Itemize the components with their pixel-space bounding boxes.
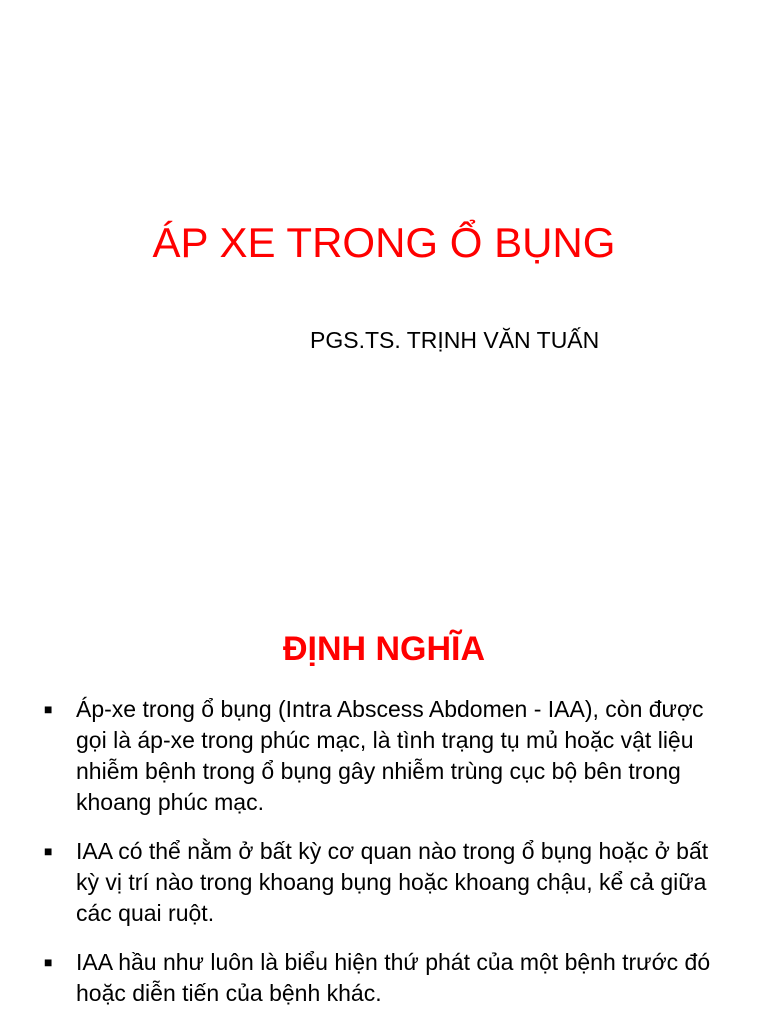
section-heading: ĐỊNH NGHĨA (282, 630, 486, 668)
bullet-text: IAA có thể nằm ở bất kỳ cơ quan nào trong ổ bụng hoặc ở bất kỳ vị trí nào trong khoang bụng hoặc khoang chậu, kể cả giữa các quai ruột. (76, 838, 709, 926)
bullet-square-icon: ■ (44, 843, 53, 859)
bullet-square-icon: ■ (44, 701, 53, 717)
definition-bullet-list (0, 694, 768, 1027)
bullet-text: IAA hầu như luôn là biểu hiện thứ phát của một bệnh trước đó hoặc diễn tiến của bệnh khác. (76, 949, 711, 1006)
slide-title: ÁP XE TRONG Ổ BỤNG (152, 219, 616, 266)
bullet-square-icon: ■ (44, 954, 53, 970)
bullet-item (0, 947, 768, 1009)
author-name: PGS.TS. TRỊNH VĂN TUẤN (310, 327, 600, 353)
bullet-text: Áp-xe trong ổ bụng (Intra Abscess Abdomen - IAA), còn được gọi là áp-xe trong phúc mạc, là tình trạng tụ mủ hoặc vật liệu nhiễm bệnh trong ổ bụng gây nhiễm trùng cục bộ bên trong khoang phúc mạc. (76, 696, 704, 815)
bullet-item (0, 694, 768, 818)
bullet-item (0, 836, 768, 929)
